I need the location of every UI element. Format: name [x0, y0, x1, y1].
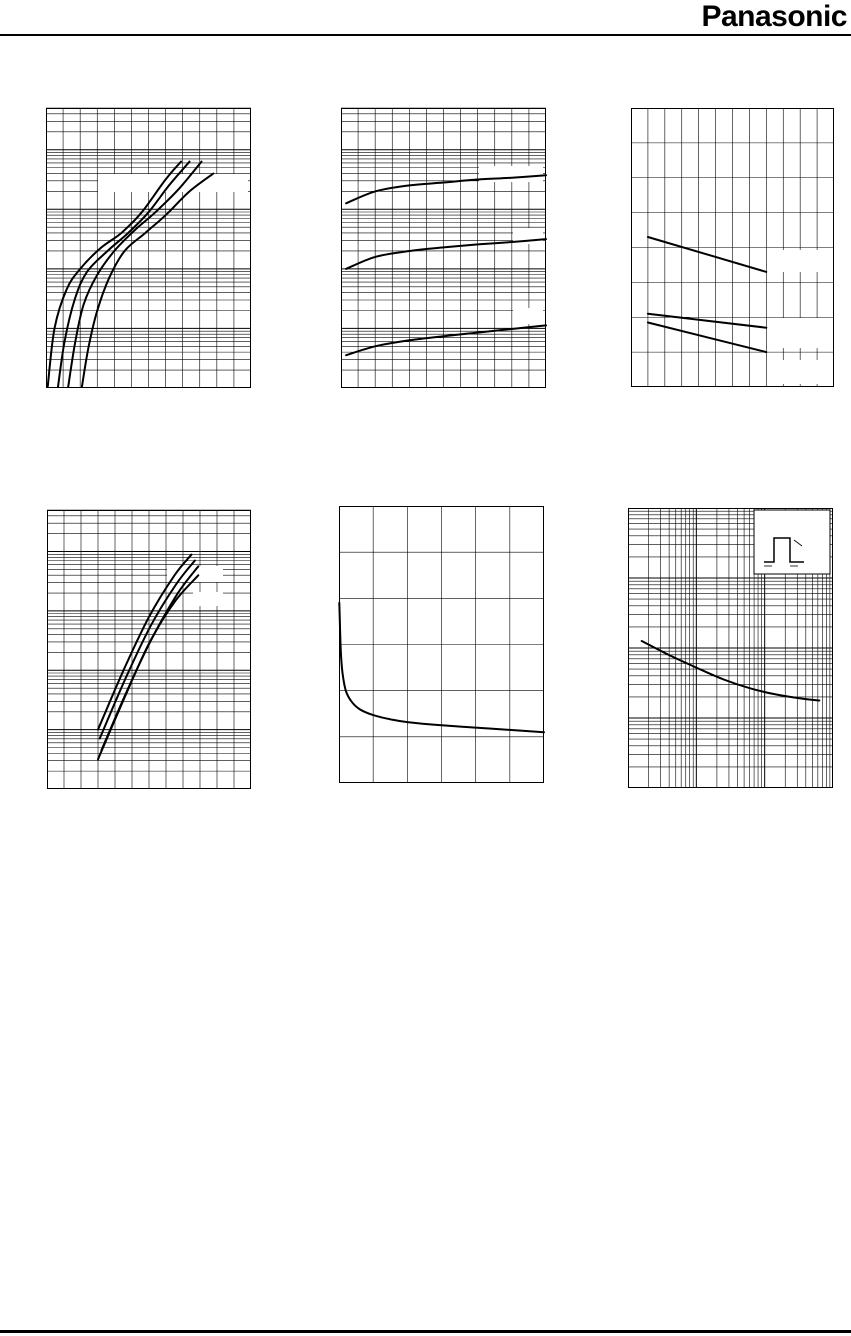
chart-6 — [628, 508, 833, 788]
chart-1-series — [48, 162, 214, 387]
chart-1-legend-box — [98, 174, 248, 192]
chart-1-series-2-line — [58, 162, 190, 387]
footer-rule — [0, 1330, 851, 1333]
chart-6-series-1-line — [642, 641, 820, 701]
chart-1-grid — [46, 108, 251, 388]
brand-logo: Panasonic — [701, 0, 847, 33]
chart-3-series-1-line — [648, 237, 766, 272]
chart-4 — [47, 510, 251, 789]
chart-4-series-3-line — [101, 566, 198, 750]
chart-6-inset — [754, 510, 830, 574]
chart-3 — [631, 108, 834, 387]
chart-3-series-3-line — [648, 323, 766, 353]
chart-5-grid — [339, 506, 544, 783]
chart-4-grid — [47, 510, 251, 789]
chart-6-series — [642, 641, 820, 701]
chart-3-series — [648, 237, 766, 352]
chart-3-label-box-2 — [771, 318, 831, 348]
chart-3-label-box-3 — [771, 360, 831, 384]
chart-2-label-box-3 — [513, 308, 543, 324]
chart-6-inset-box — [754, 510, 830, 574]
chart-1 — [46, 108, 251, 388]
header-rule — [0, 34, 851, 36]
chart-3-label-box-1 — [771, 250, 831, 272]
chart-2-series-3-line — [346, 325, 546, 355]
chart-2 — [341, 108, 546, 388]
chart-5 — [339, 506, 544, 783]
chart-3-series-2-line — [648, 314, 766, 328]
chart-4-label-box — [193, 592, 223, 606]
